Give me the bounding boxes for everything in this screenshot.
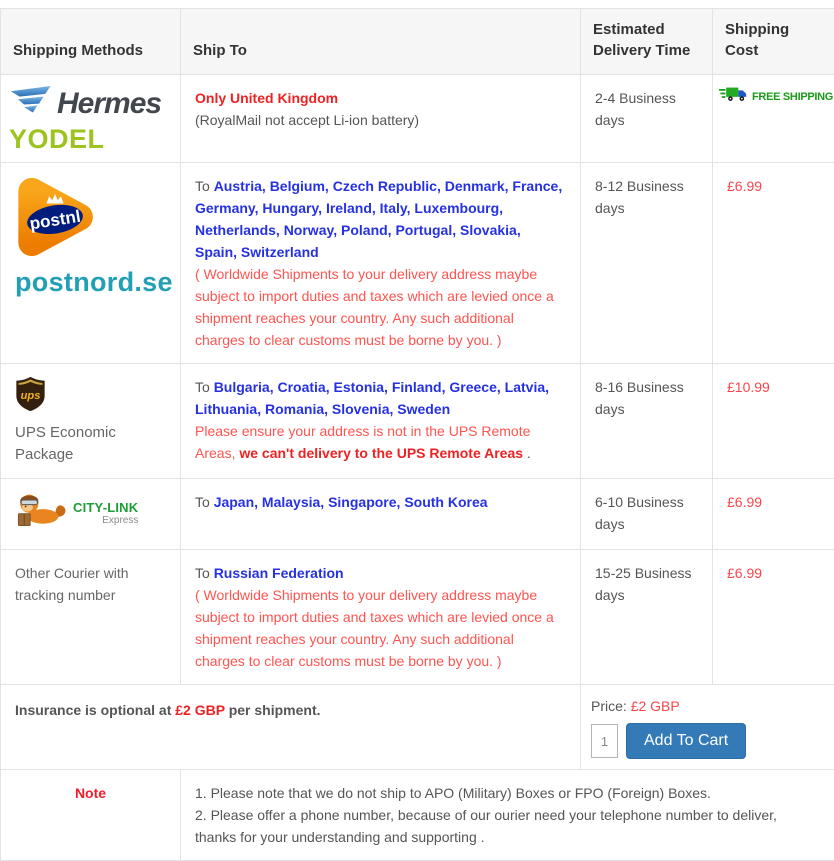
postnord-wordmark: postnord.se (15, 271, 170, 293)
remote-area-warning-end: . (523, 445, 531, 461)
insurance-purchase-cell (581, 685, 834, 770)
customs-warning-text: ( Worldwide Shipments to your delivery address maybe subject to import duties and taxes which are levied once a shipment reaches your country. Any such additional charges to clear customs must be borne by you. ) (195, 266, 554, 348)
ship-to-prefix: To (195, 565, 214, 581)
shipping-cost-cell (713, 550, 834, 685)
delivery-time-cell: 2-4 Business days (581, 75, 713, 163)
ship-to-countries: Russian Federation (214, 565, 344, 581)
ship-to-note: (RoyalMail not accept Li-ion battery) (195, 112, 419, 128)
yodel-wordmark: YODEL (9, 124, 172, 154)
ship-to-countries: Bulgaria, Croatia, Estonia, Finland, Greece, Latvia, Lithuania, Romania, Slovenia, Sweden (195, 379, 549, 417)
free-shipping-label: FREE SHIPPING (752, 86, 833, 108)
remote-area-warning: Please ensure your address is not in the UPS Remote Areas, (195, 423, 530, 461)
citylink-logo (15, 491, 166, 537)
shipping-cost-value: £6.99 (727, 565, 762, 581)
column-header-estimated-delivery-time: Estimated Delivery Time (581, 9, 713, 75)
free-shipping-truck-icon (719, 85, 749, 109)
shipping-cost-value: £6.99 (727, 178, 762, 194)
table-row (1, 75, 834, 163)
note-row (1, 770, 834, 861)
note-label-cell (1, 770, 181, 861)
method-cell-hermes-yodel (1, 75, 181, 163)
table-row (1, 479, 834, 550)
price-value: £2 GBP (631, 698, 680, 714)
svg-text:ups: ups (21, 390, 41, 402)
add-to-cart-button[interactable]: Add To Cart (626, 723, 746, 759)
ship-to-cell (181, 163, 581, 364)
method-label: UPS Economic Package (15, 422, 166, 466)
ship-to-countries: Japan, Malaysia, Singapore, South Korea (214, 494, 488, 510)
method-cell-citylink (1, 479, 181, 550)
ship-to-cell (181, 550, 581, 685)
shipping-methods-table (0, 8, 834, 861)
method-label: Other Courier with tracking number (15, 565, 129, 603)
table-row (1, 163, 834, 364)
table-row (1, 364, 834, 479)
svg-text:postnl: postnl (28, 207, 82, 234)
hermes-logo (9, 85, 172, 123)
method-cell-ups (1, 364, 181, 479)
delivery-time-cell: 8-16 Business days (581, 364, 713, 479)
insurance-text-suffix: per shipment. (225, 702, 321, 718)
insurance-amount: £2 GBP (175, 702, 225, 718)
ship-to-cell (181, 75, 581, 163)
insurance-row (1, 685, 834, 770)
citylink-mascot-icon (15, 491, 69, 537)
table-row (1, 550, 834, 685)
ship-to-headline: Only United Kingdom (195, 90, 338, 106)
price-label: Price: (591, 698, 631, 714)
ship-to-countries: Austria, Belgium, Czech Republic, Denmark, France, Germany, Hungary, Ireland, Italy, Luxembourg, Netherlands, Norway, Poland, Portugal, Slovakia, Spain, Switzerland (195, 178, 562, 260)
note-line-1: 1. Please note that we do not ship to APO (Military) Boxes or FPO (Foreign) Boxes. (195, 782, 820, 804)
ship-to-cell (181, 364, 581, 479)
ship-to-prefix: To (195, 379, 214, 395)
delivery-time-cell: 8-12 Business days (581, 163, 713, 364)
customs-warning-text: ( Worldwide Shipments to your delivery address maybe subject to import duties and taxes which are levied once a shipment reaches your country. Any such additional charges to clear customs must be borne by you. ) (195, 587, 554, 669)
note-content-cell (181, 770, 834, 861)
delivery-time-cell: 15-25 Business days (581, 550, 713, 685)
method-cell-postnl-postnord (1, 163, 181, 364)
ship-to-cell (181, 479, 581, 550)
ship-to-prefix: To (195, 178, 214, 194)
insurance-text-cell (1, 685, 581, 770)
postnl-logo-icon (11, 248, 99, 264)
ups-shield-icon (15, 399, 46, 415)
note-label: Note (75, 785, 106, 801)
shipping-cost-cell (713, 163, 834, 364)
delivery-time-cell: 6-10 Business days (581, 479, 713, 550)
method-cell-other-courier (1, 550, 181, 685)
shipping-cost-cell (713, 364, 834, 479)
column-header-shipping-methods: Shipping Methods (1, 9, 181, 75)
table-header-row (1, 9, 834, 75)
remote-area-warning-bold: we can't delivery to the UPS Remote Areas (239, 445, 523, 461)
column-header-ship-to: Ship To (181, 9, 581, 75)
hermes-wordmark: Hermes (57, 88, 161, 120)
shipping-cost-value: £10.99 (727, 379, 770, 395)
shipping-cost-cell (713, 75, 834, 163)
shipping-cost-cell (713, 479, 834, 550)
ship-to-prefix: To (195, 494, 214, 510)
citylink-express-label: Express (73, 515, 138, 527)
hermes-wings-icon (9, 85, 55, 123)
column-header-shipping-cost: Shipping Cost (713, 9, 834, 75)
citylink-wordmark: CITY-LINK (73, 501, 138, 515)
quantity-input[interactable] (591, 724, 618, 758)
insurance-text: Insurance is optional at (15, 702, 175, 718)
note-line-2: 2. Please offer a phone number, because of our ourier need your telephone number to deliver, thanks for your understanding and supporting . (195, 804, 820, 848)
shipping-cost-value: £6.99 (727, 494, 762, 510)
